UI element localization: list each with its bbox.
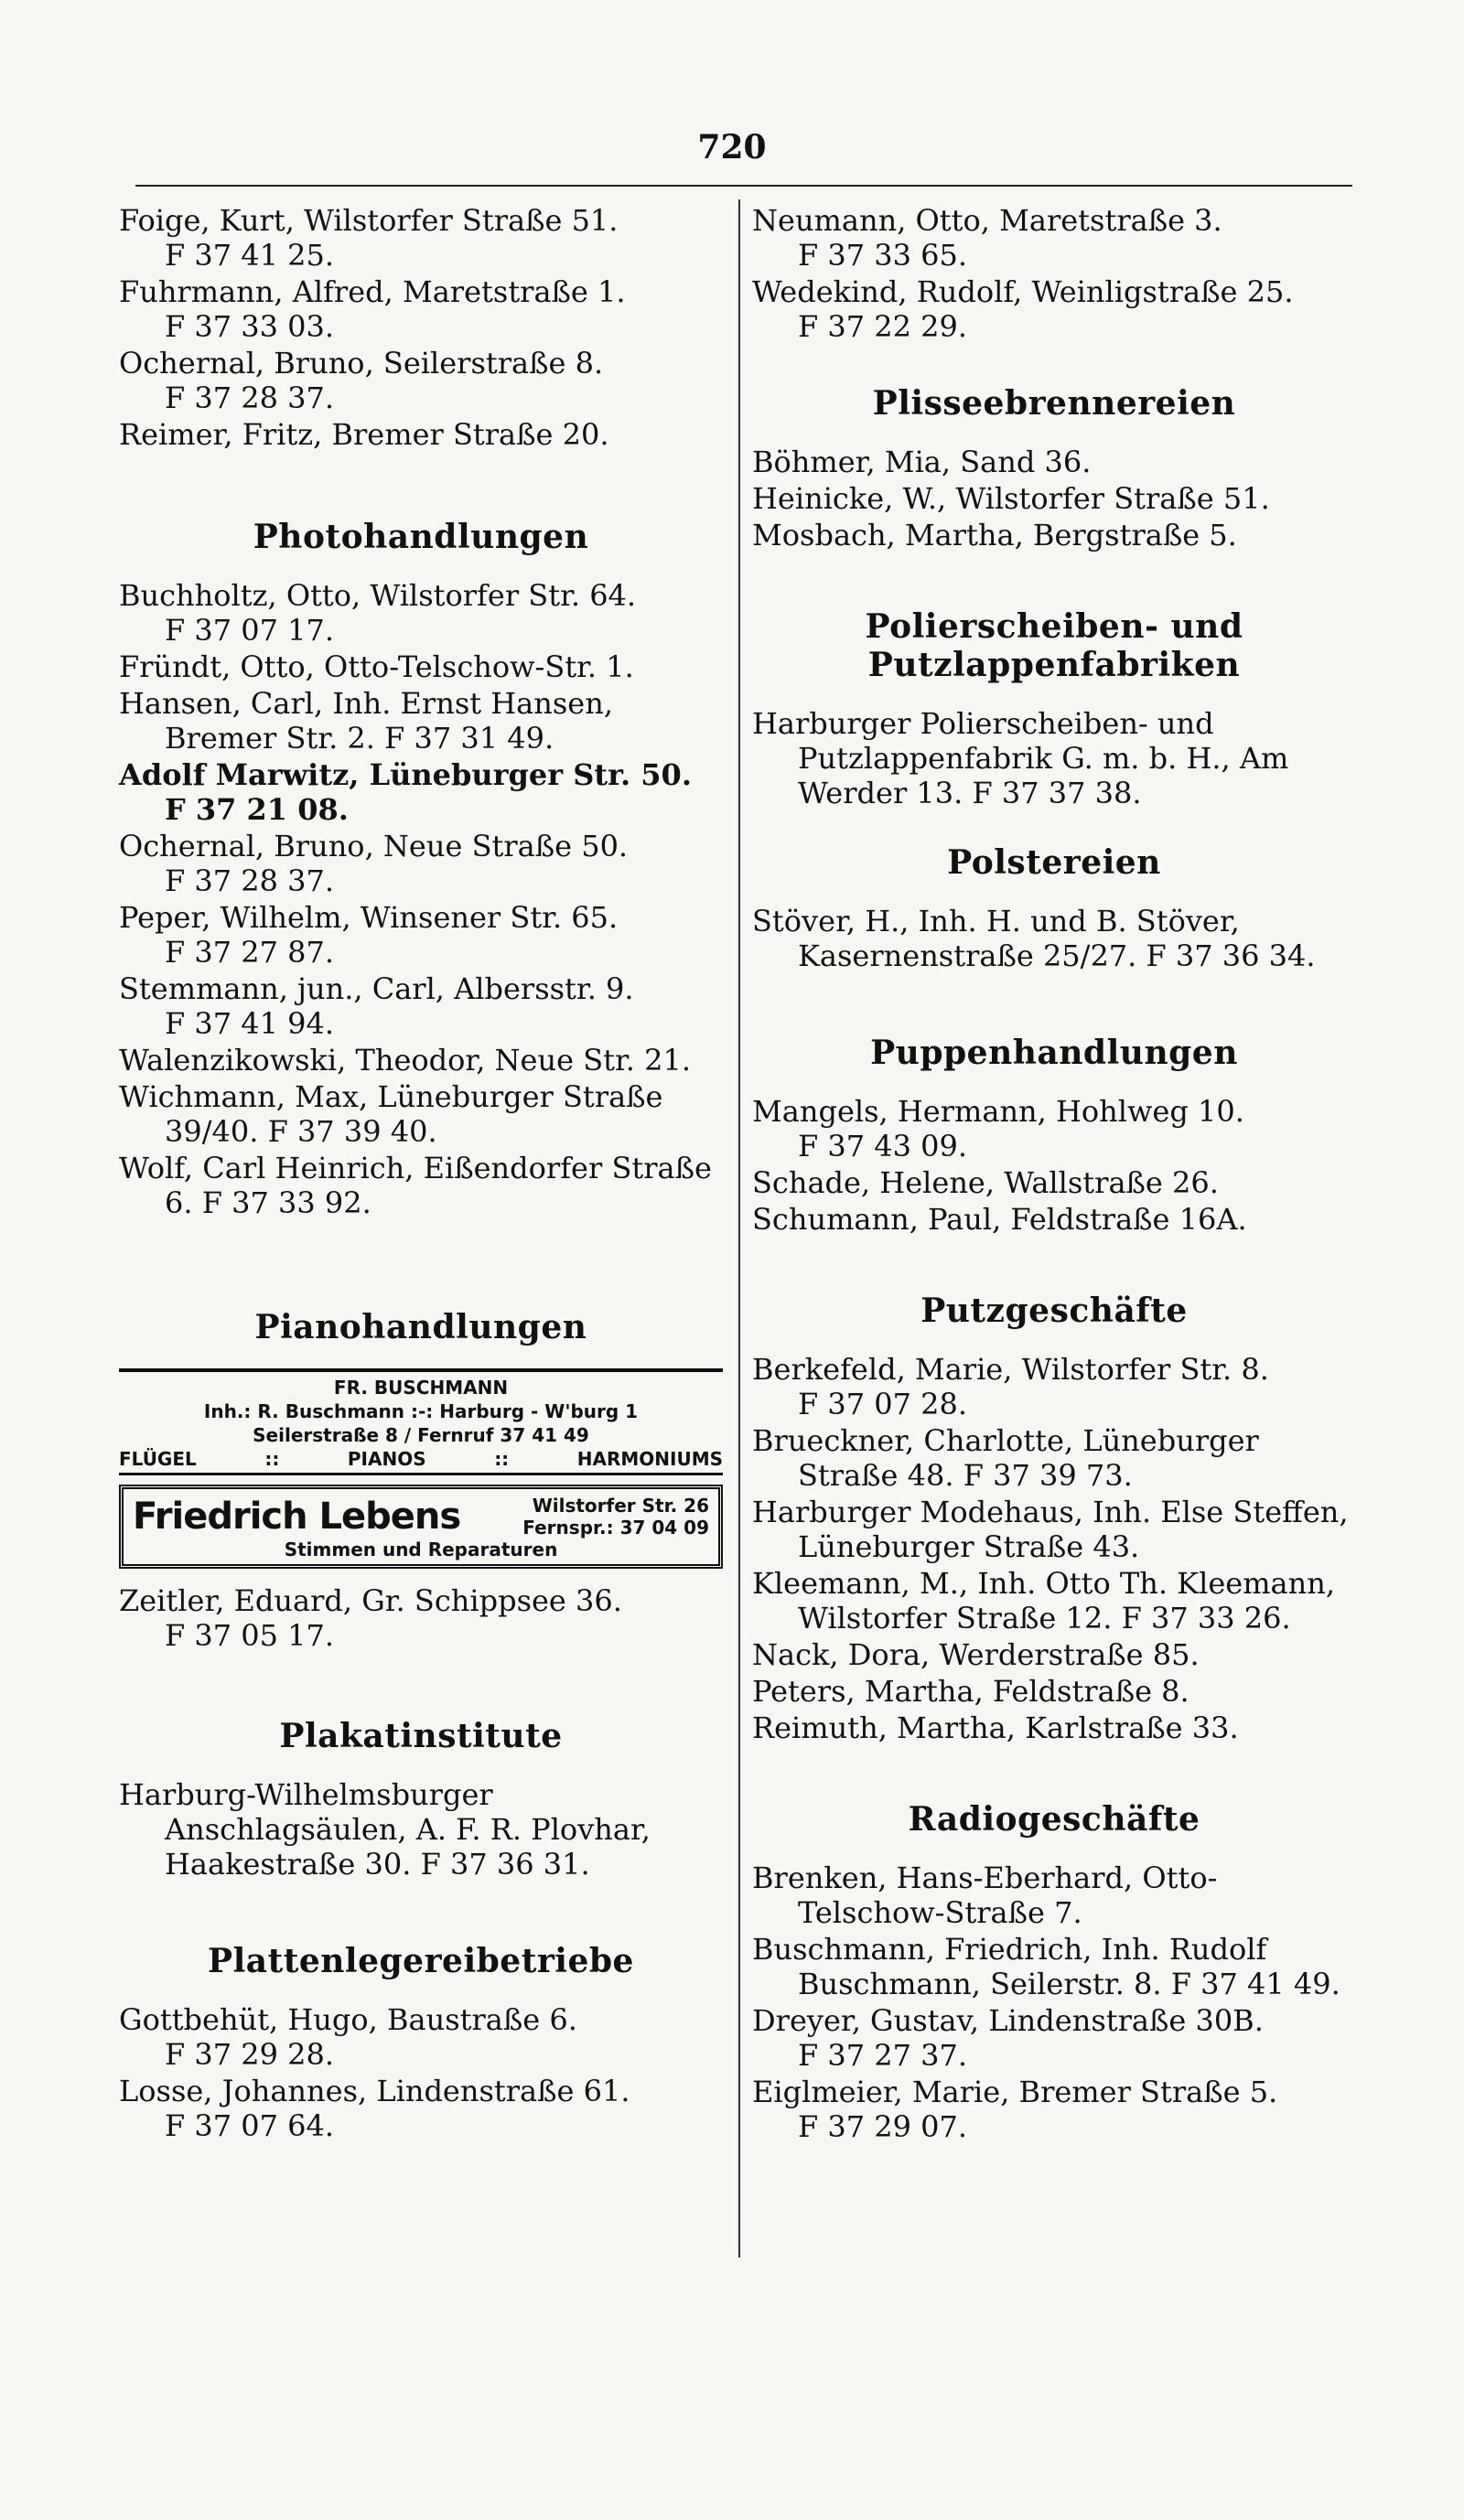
page-number: 720 (697, 128, 767, 166)
section-heading-plakat: Plakatinstitute (279, 1717, 563, 1755)
directory-entry: Fründt, Otto, Otto-Telschow-Str. 1. (119, 649, 634, 684)
section-heading-polier: Polierscheiben- und Putzlappenfabriken (865, 607, 1243, 684)
directory-entry: Nack, Dora, Werderstraße 85. (752, 1637, 1200, 1672)
directory-entry: Kleemann, M., Inh. Otto Th. Kleemann, Wilstorfer Straße 12. F 37 33 26. (752, 1566, 1335, 1635)
ad-services: Stimmen und Reparaturen (284, 1539, 558, 1560)
directory-entry: Neumann, Otto, Maretstraße 3. F 37 33 65. (752, 203, 1222, 273)
advertisement-buschmann (119, 1368, 723, 1475)
section-heading-putz: Putzgeschäfte (920, 1292, 1188, 1330)
directory-entry: Foige, Kurt, Wilstorfer Straße 51. F 37 41 25. (119, 203, 619, 273)
directory-entry: Wichmann, Max, Lüneburger Straße 39/40. F 37 39 40. (119, 1079, 663, 1149)
directory-entry: Peper, Wilhelm, Winsener Str. 65. F 37 27 87. (119, 900, 619, 970)
ad-title: FR. BUSCHMANN (333, 1377, 509, 1399)
directory-entry: Mangels, Hermann, Hohlweg 10. F 37 43 09. (752, 1094, 1244, 1163)
directory-entry: Ochernal, Bruno, Seilerstraße 8. F 37 28 37. (119, 346, 604, 415)
left-column (119, 203, 723, 2145)
directory-entry: Schade, Helene, Wallstraße 26. (752, 1165, 1219, 1200)
ad-products: FLÜGEL :: PIANOS :: HARMONIUMS (119, 1448, 723, 1470)
section-heading-plissee: Plisseebrennereien (872, 384, 1236, 423)
directory-entry: Gottbehüt, Hugo, Baustraße 6. F 37 29 28. (119, 2002, 577, 2072)
directory-entry: Hansen, Carl, Inh. Ernst Hansen, Bremer Str. 2. F 37 31 49. (119, 686, 613, 756)
section-heading-polster: Polstereien (947, 843, 1161, 882)
directory-entry: Berkefeld, Marie, Wilstorfer Str. 8. F 37 07 28. (752, 1352, 1269, 1421)
right-column (752, 203, 1356, 2146)
directory-entry: Buchholtz, Otto, Wilstorfer Str. 64. F 37 07 17. (119, 578, 637, 648)
directory-entry: Reimuth, Martha, Karlstraße 33. (752, 1710, 1239, 1745)
section-heading-photo: Photohandlungen (253, 518, 589, 556)
directory-entry: Losse, Johannes, Lindenstraße 61. F 37 07 64. (119, 2074, 630, 2143)
directory-entry: Reimer, Fritz, Bremer Straße 20. (119, 417, 609, 452)
directory-entry: Harburger Modehaus, Inh. Else Steffen, Lüneburger Straße 43. (752, 1495, 1349, 1564)
ad-name: Friedrich Lebens (133, 1496, 461, 1538)
directory-entry: Buschmann, Friedrich, Inh. Rudolf Buschmann, Seilerstr. 8. F 37 41 49. (752, 1932, 1340, 2001)
section-heading-platten: Plattenlegereibetriebe (208, 1942, 634, 1980)
directory-entry: Harburger Polierscheiben- und Putzlappenfabrik G. m. b. H., Am Werder 13. F 37 37 38. (752, 706, 1289, 810)
ad-owner: Inh.: R. Buschmann :-: Harburg - W'burg 1 (203, 1400, 639, 1422)
section-heading-radio: Radiogeschäfte (908, 1800, 1200, 1839)
section-heading-puppen: Puppenhandlungen (870, 1034, 1238, 1072)
directory-entry: Zeitler, Eduard, Gr. Schippsee 36. F 37 05 17. (119, 1583, 622, 1653)
directory-entry: Wolf, Carl Heinrich, Eißendorfer Straße 6. F 37 33 92. (119, 1151, 712, 1220)
directory-entry: Ochernal, Bruno, Neue Straße 50. F 37 28 37. (119, 829, 629, 898)
directory-entry: Brenken, Hans-Eberhard, Otto-Telschow-Straße 7. (752, 1861, 1218, 1930)
ad-address: Seilerstraße 8 / Fernruf 37 41 49 (253, 1424, 589, 1446)
ad-contact: Wilstorfer Str. 26 Fernspr.: 37 04 09 (522, 1495, 709, 1539)
top-rule (135, 185, 1352, 187)
directory-entry: Böhmer, Mia, Sand 36. (752, 445, 1092, 479)
directory-entry: Fuhrmann, Alfred, Maretstraße 1. F 37 33 03. (119, 274, 626, 344)
directory-entry: Walenzikowski, Theodor, Neue Str. 21. (119, 1043, 691, 1078)
directory-entry: Brueckner, Charlotte, Lüneburger Straße 48. F 37 39 73. (752, 1423, 1259, 1493)
directory-entry: Eiglmeier, Marie, Bremer Straße 5. F 37 29 07. (752, 2075, 1278, 2144)
directory-entry: Wedekind, Rudolf, Weinligstraße 25. F 37 22 29. (752, 274, 1294, 344)
directory-entry: Heinicke, W., Wilstorfer Straße 51. (752, 481, 1270, 516)
directory-entry: Harburg-Wilhelmsburger Anschlagsäulen, A. F. R. Plovhar, Haakestraße 30. F 37 36 31. (119, 1777, 651, 1882)
directory-entry: Peters, Martha, Feldstraße 8. (752, 1674, 1190, 1709)
directory-entry: Schumann, Paul, Feldstraße 16A. (752, 1202, 1247, 1237)
directory-entry: Dreyer, Gustav, Lindenstraße 30B. F 37 27 37. (752, 2003, 1264, 2073)
directory-entry-bold: Adolf Marwitz, Lüneburger Str. 50. F 37 21 08. (119, 757, 692, 827)
column-divider (738, 199, 740, 2257)
directory-entry: Stöver, H., Inh. H. und B. Stöver, Kasernenstraße 25/27. F 37 36 34. (752, 904, 1316, 973)
section-heading-piano: Pianohandlungen (254, 1308, 587, 1346)
advertisement-lebens (119, 1485, 723, 1569)
directory-entry: Mosbach, Martha, Bergstraße 5. (752, 518, 1237, 552)
directory-entry: Stemmann, jun., Carl, Albersstr. 9. F 37 41 94. (119, 971, 634, 1041)
